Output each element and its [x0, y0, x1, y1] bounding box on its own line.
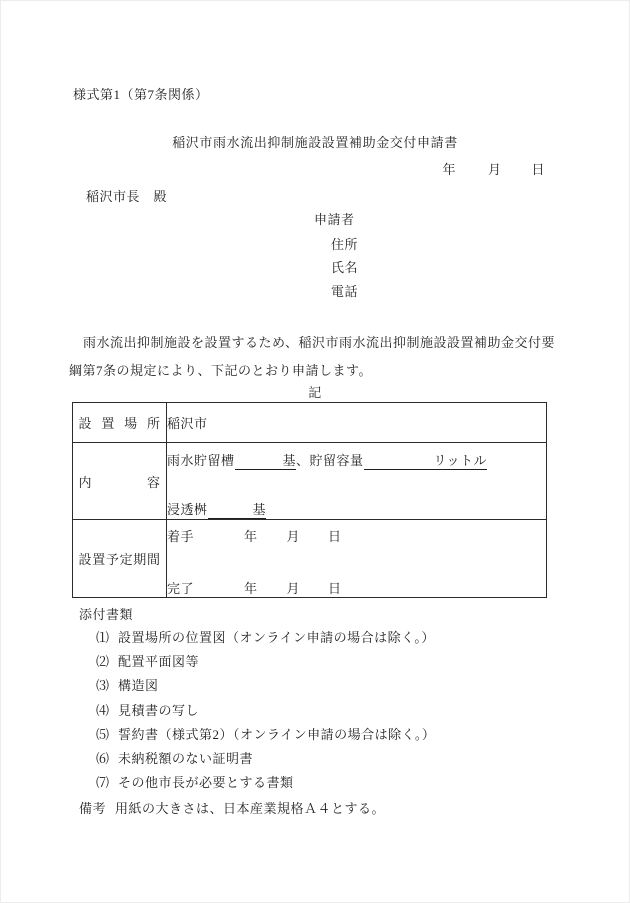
storage-capacity-label: 、貯留容量	[296, 452, 364, 468]
applicant-address-label: 住所	[331, 237, 359, 252]
schedule-label-cell	[73, 520, 167, 598]
table-row-content	[73, 443, 547, 520]
complete-year-label: 年	[244, 580, 258, 596]
date-day-label: 日	[531, 162, 545, 177]
location-value: 稲沢市	[167, 416, 208, 431]
attachments-list	[96, 624, 435, 794]
content-line-infiltration	[167, 502, 546, 517]
date-line	[442, 159, 545, 178]
applicant-phone-label: 電話	[331, 284, 359, 299]
storage-tank-label: 雨水貯留槽	[167, 452, 235, 468]
infiltration-count-unit: 基	[252, 501, 267, 517]
storage-count-unit: 基	[282, 452, 297, 468]
addressee: 稲沢市長 殿	[86, 189, 168, 204]
content-line-storage	[167, 453, 546, 468]
storage-capacity-group	[364, 453, 487, 470]
item-text: 未納税額のない証明書	[118, 751, 254, 767]
application-details-table	[72, 402, 547, 598]
infiltration-basin-label: 浸透桝	[167, 501, 208, 517]
list-item	[96, 673, 435, 697]
complete-day-label: 日	[328, 580, 342, 596]
item-text: 見積書の写し	[118, 702, 200, 718]
schedule-value-cell	[167, 520, 547, 598]
item-number: ⑵	[96, 653, 110, 669]
date-month-label: 月	[487, 162, 502, 177]
remarks-label: 備考	[79, 801, 107, 816]
storage-capacity-blank	[364, 456, 434, 465]
item-text: 構造図	[118, 678, 159, 694]
item-text: 誓約書（様式第2）（オンライン申請の場合は除く。）	[118, 726, 436, 742]
infiltration-count-group	[208, 502, 267, 519]
start-year-label: 年	[244, 528, 258, 544]
content-value-cell	[167, 443, 547, 520]
list-item	[96, 697, 435, 721]
table-row-location	[73, 403, 547, 443]
page-title: 稲沢市雨水流出抑制施設設置補助金交付申請書	[172, 135, 458, 150]
schedule-complete-line	[167, 581, 546, 596]
infiltration-count-blank	[208, 505, 253, 514]
complete-label: 完了	[167, 580, 195, 596]
content-label: 内容	[78, 474, 161, 490]
schedule-start-line	[167, 529, 546, 544]
applicant-name-label: 氏名	[331, 260, 359, 275]
schedule-label: 設置予定期間	[78, 552, 161, 567]
storage-count-blank	[235, 456, 283, 465]
start-month-label: 月	[286, 528, 301, 544]
record-mark: 記	[308, 385, 322, 400]
remarks-text: 用紙の大きさは、日本産業規格Ａ４とする。	[115, 801, 386, 816]
attachments-heading: 添付書類	[79, 607, 134, 622]
applicant-label: 申請者	[314, 212, 355, 227]
list-item	[96, 624, 435, 648]
list-item	[96, 770, 435, 794]
list-item	[96, 745, 435, 769]
location-label: 設置場所	[78, 416, 161, 431]
item-text: 配置平面図等	[118, 653, 200, 669]
location-value-cell	[167, 403, 547, 443]
storage-capacity-unit: リットル	[433, 452, 488, 468]
item-number: ⑷	[96, 702, 110, 718]
item-number: ⑸	[96, 726, 110, 742]
remarks	[79, 798, 385, 817]
item-number: ⑶	[96, 678, 110, 694]
item-text: その他市長が必要とする書類	[118, 775, 294, 791]
start-day-label: 日	[328, 528, 342, 544]
list-item	[96, 648, 435, 672]
date-year-label: 年	[442, 162, 456, 177]
content-label-cell	[73, 443, 167, 520]
table-row-schedule	[73, 520, 547, 598]
item-number: ⑴	[96, 629, 110, 645]
start-label: 着手	[167, 528, 195, 544]
body-paragraph	[69, 329, 569, 385]
item-text: 設置場所の位置図（オンライン申請の場合は除く。）	[118, 629, 435, 645]
complete-month-label: 月	[286, 580, 301, 596]
location-label-cell	[73, 403, 167, 443]
list-item	[96, 721, 435, 745]
item-number: ⑹	[96, 751, 110, 767]
form-number: 様式第1（第7条関係）	[73, 87, 209, 102]
body-paragraph-line: 綱第7条の規定により、下記のとおり申請します。	[69, 363, 372, 378]
storage-count-group	[235, 453, 297, 470]
item-number: ⑺	[96, 775, 110, 791]
body-paragraph-line: 雨水流出抑制施設を設置するため、稲沢市雨水流出抑制施設設置補助金交付要	[83, 335, 555, 350]
